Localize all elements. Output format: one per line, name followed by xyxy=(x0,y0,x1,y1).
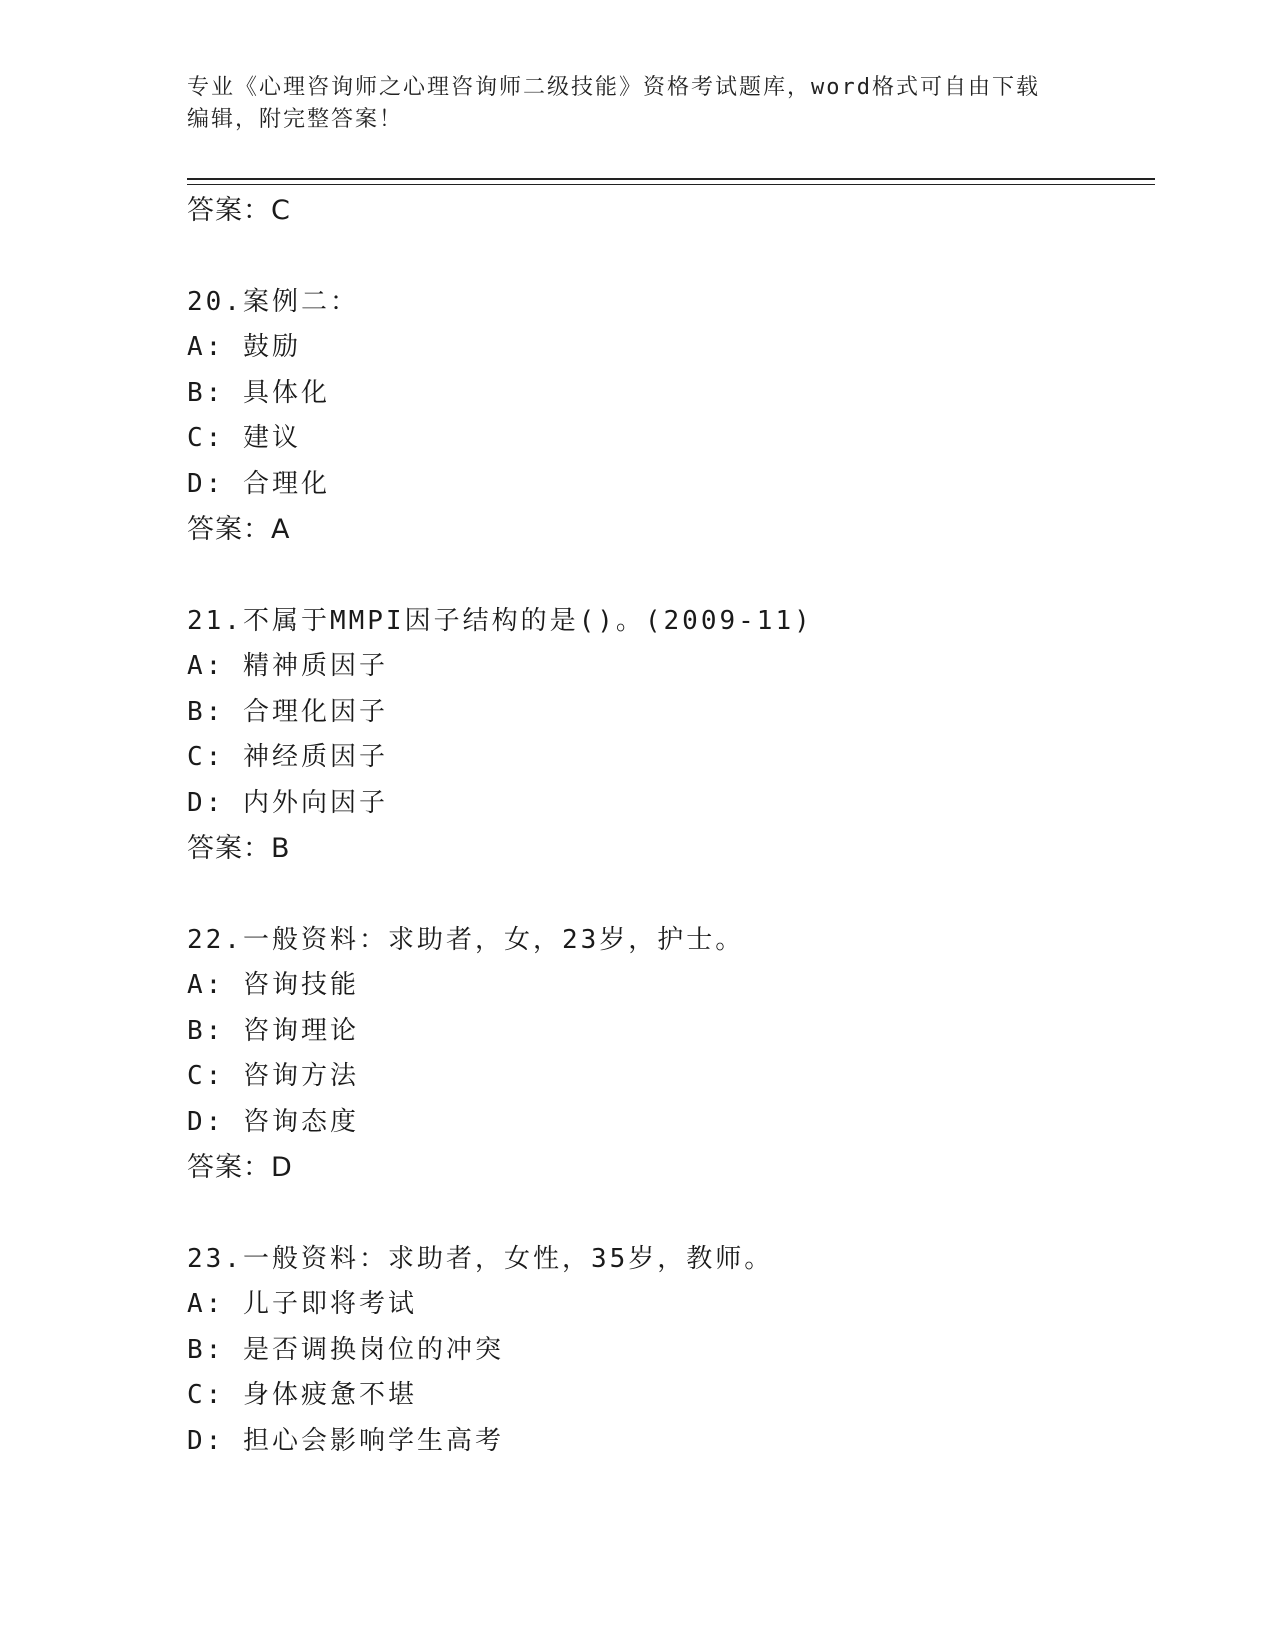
answer-line: 答案：A xyxy=(187,514,291,545)
question-stem: 21.不属于MMPI因子结构的是()。(2009-11) xyxy=(187,605,813,636)
option-d: D: 内外向因子 xyxy=(187,787,388,818)
option-d: D: 合理化 xyxy=(187,468,330,499)
option-c: C: 咨询方法 xyxy=(187,1061,359,1091)
option-d: D: 咨询态度 xyxy=(187,1106,359,1137)
option-b: B: 具体化 xyxy=(187,377,330,408)
question-stem: 20.案例二： xyxy=(187,286,359,317)
option-a: A: 儿子即将考试 xyxy=(187,1289,417,1319)
answer-line: 答案：D xyxy=(187,1152,293,1183)
option-a: A: 精神质因子 xyxy=(187,651,388,681)
answer-line: 答案：B xyxy=(187,833,291,864)
option-a: A: 鼓励 xyxy=(187,332,301,362)
document-body xyxy=(187,188,1147,1464)
answer-line: 答案：C xyxy=(187,195,291,226)
question-stem: 23.一般资料：求助者，女性，35岁，教师。 xyxy=(187,1243,774,1274)
option-c: C: 神经质因子 xyxy=(187,742,388,772)
option-b: B: 咨询理论 xyxy=(187,1015,359,1046)
document-header xyxy=(187,72,1067,136)
option-c: C: 建议 xyxy=(187,423,301,453)
question-22 xyxy=(187,918,1147,1191)
question-21 xyxy=(187,599,1147,872)
option-a: A: 咨询技能 xyxy=(187,970,359,1000)
question-20 xyxy=(187,280,1147,553)
question-stem: 22.一般资料：求助者，女，23岁，护士。 xyxy=(187,924,745,955)
header-line-2: 编辑，附完整答案！ xyxy=(187,107,404,132)
header-divider-thin xyxy=(187,184,1155,185)
header-line-1: 专业《心理咨询师之心理咨询师二级技能》资格考试题库，word格式可自由下载 xyxy=(187,75,1040,100)
header-divider-thick xyxy=(187,178,1155,180)
option-b: B: 合理化因子 xyxy=(187,696,388,727)
option-c: C: 身体疲惫不堪 xyxy=(187,1380,417,1410)
option-d: D: 担心会影响学生高考 xyxy=(187,1425,504,1456)
question-23 xyxy=(187,1237,1147,1465)
option-b: B: 是否调换岗位的冲突 xyxy=(187,1334,504,1365)
